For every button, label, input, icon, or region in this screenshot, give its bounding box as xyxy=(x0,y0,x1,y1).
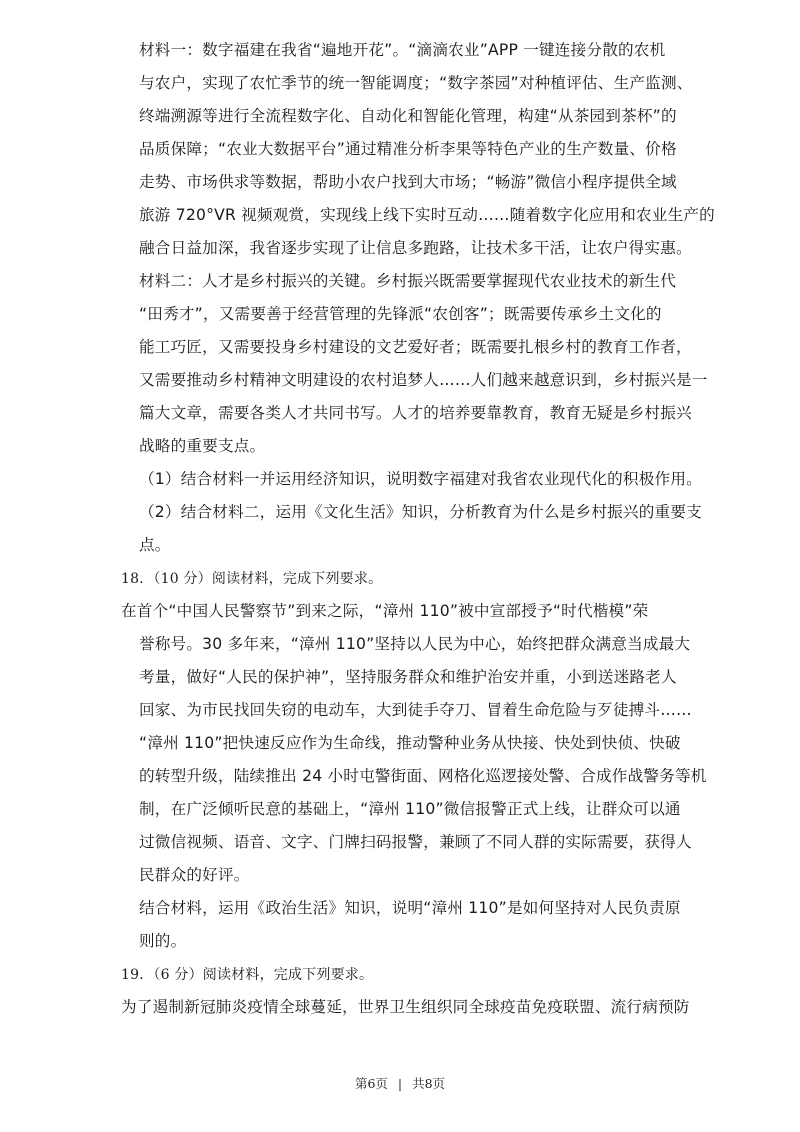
footer-separator: | xyxy=(397,1076,403,1091)
question-18-task-line: 结合材料，运用《政治生活》知识，说明“漳州 110”是如何坚持对人民负责原 xyxy=(139,899,681,917)
material-2-line: 能工巧匠，又需要投身乡村建设的文艺爱好者；既需要扎根乡村的教育工作者， xyxy=(139,338,692,356)
question-18-material-line: “漳州 110”把快速反应作为生命线，推动警种业务从快接、快处到快侦、快破 xyxy=(139,734,681,752)
page-footer xyxy=(0,1074,800,1092)
question-18-material-line: 在首个“中国人民警察节”到来之际，“漳州 110”被中宣部授予“时代楷模”荣 xyxy=(121,602,649,620)
question-19-material-line: 为了遏制新冠肺炎疫情全球蔓延，世界卫生组织同全球疫苗免疫联盟、流行病预防 xyxy=(121,998,690,1016)
material-2-line: “田秀才”，又需要善于经营管理的先锋派“农创客”；既需要传承乡土文化的 xyxy=(139,305,662,323)
question-18-material-line: 考量，做好“人民的保护神”，坚持服务群众和维护治安并重，小到送迷路老人 xyxy=(139,668,677,686)
material-1-line: 走势、市场供求等数据，帮助小农户找到大市场；“畅游”微信小程序提供全域 xyxy=(139,173,677,191)
page-number: 第6页 xyxy=(354,1076,388,1091)
material-1-line: 终端溯源等进行全流程数字化、自动化和智能化管理，构建“从茶园到茶杯”的 xyxy=(139,107,677,125)
question-18-material-line: 誉称号。30 多年来，“漳州 110”坚持以人民为中心，始终把群众满意当成最大 xyxy=(139,635,691,653)
question-18-material-line: 民群众的好评。 xyxy=(139,866,250,884)
material-1-line: 材料一：数字福建在我省“遍地开花”。“滴滴农业”APP 一键连接分散的农机 xyxy=(139,41,666,59)
material-1-line: 品质保障；“农业大数据平台”通过精准分析李果等特色产业的生产数量、价格 xyxy=(139,140,677,158)
question-18-material-line: 过微信视频、语音、文字、门牌扫码报警，兼顾了不同人群的实际需要，获得人 xyxy=(139,833,692,851)
question-18-material-line: 制，在广泛倾听民意的基础上，“漳州 110”微信报警正式上线，让群众可以通 xyxy=(139,800,681,818)
question-19-header: 19．（6 分）阅读材料，完成下列要求。 xyxy=(121,967,374,983)
material-2-line: 又需要推动乡村精神文明建设的农村追梦人……人们越来越意识到，乡村振兴是一 xyxy=(139,371,708,389)
question-18-task-line: 则的。 xyxy=(139,932,187,950)
question-18-material-line: 的转型升级，陆续推出 24 小时屯警街面、网格化巡逻接处警、合成作战警务等机 xyxy=(139,767,707,785)
question-17-part-1: （1）结合材料一并运用经济知识，说明数字福建对我省农业现代化的积极作用。 xyxy=(139,470,702,488)
question-18-header: 18．（10 分）阅读材料，完成下列要求。 xyxy=(121,571,383,587)
material-1-line: 与农户，实现了农忙季节的统一智能调度；“数字茶园”对种植评估、生产监测、 xyxy=(139,74,693,92)
question-18-material-line: 回家、为市民找回失窃的电动车，大到徒手夺刀、冒着生命危险与歹徒搏斗…… xyxy=(139,701,692,719)
material-2-line: 篇大文章，需要各类人才共同书写。人才的培养要靠教育，教育无疑是乡村振兴 xyxy=(139,404,692,422)
material-1-line: 旅游 720°VR 视频观赏，实现线上线下实时互动……随着数字化应用和农业生产的 xyxy=(139,206,715,224)
material-2-line: 战略的重要支点。 xyxy=(139,437,266,455)
page-total: 共8页 xyxy=(412,1076,446,1091)
question-17-part-2-line: 点。 xyxy=(139,536,171,554)
question-17-part-2-line: （2）结合材料二，运用《文化生活》知识，分析教育为什么是乡村振兴的重要支 xyxy=(139,503,702,521)
material-2-line: 材料二：人才是乡村振兴的关键。乡村振兴既需要掌握现代农业技术的新生代 xyxy=(139,272,676,290)
material-1-line: 融合日益加深，我省逐步实现了让信息多跑路，让技术多干活，让农户得实惠。 xyxy=(139,239,692,257)
